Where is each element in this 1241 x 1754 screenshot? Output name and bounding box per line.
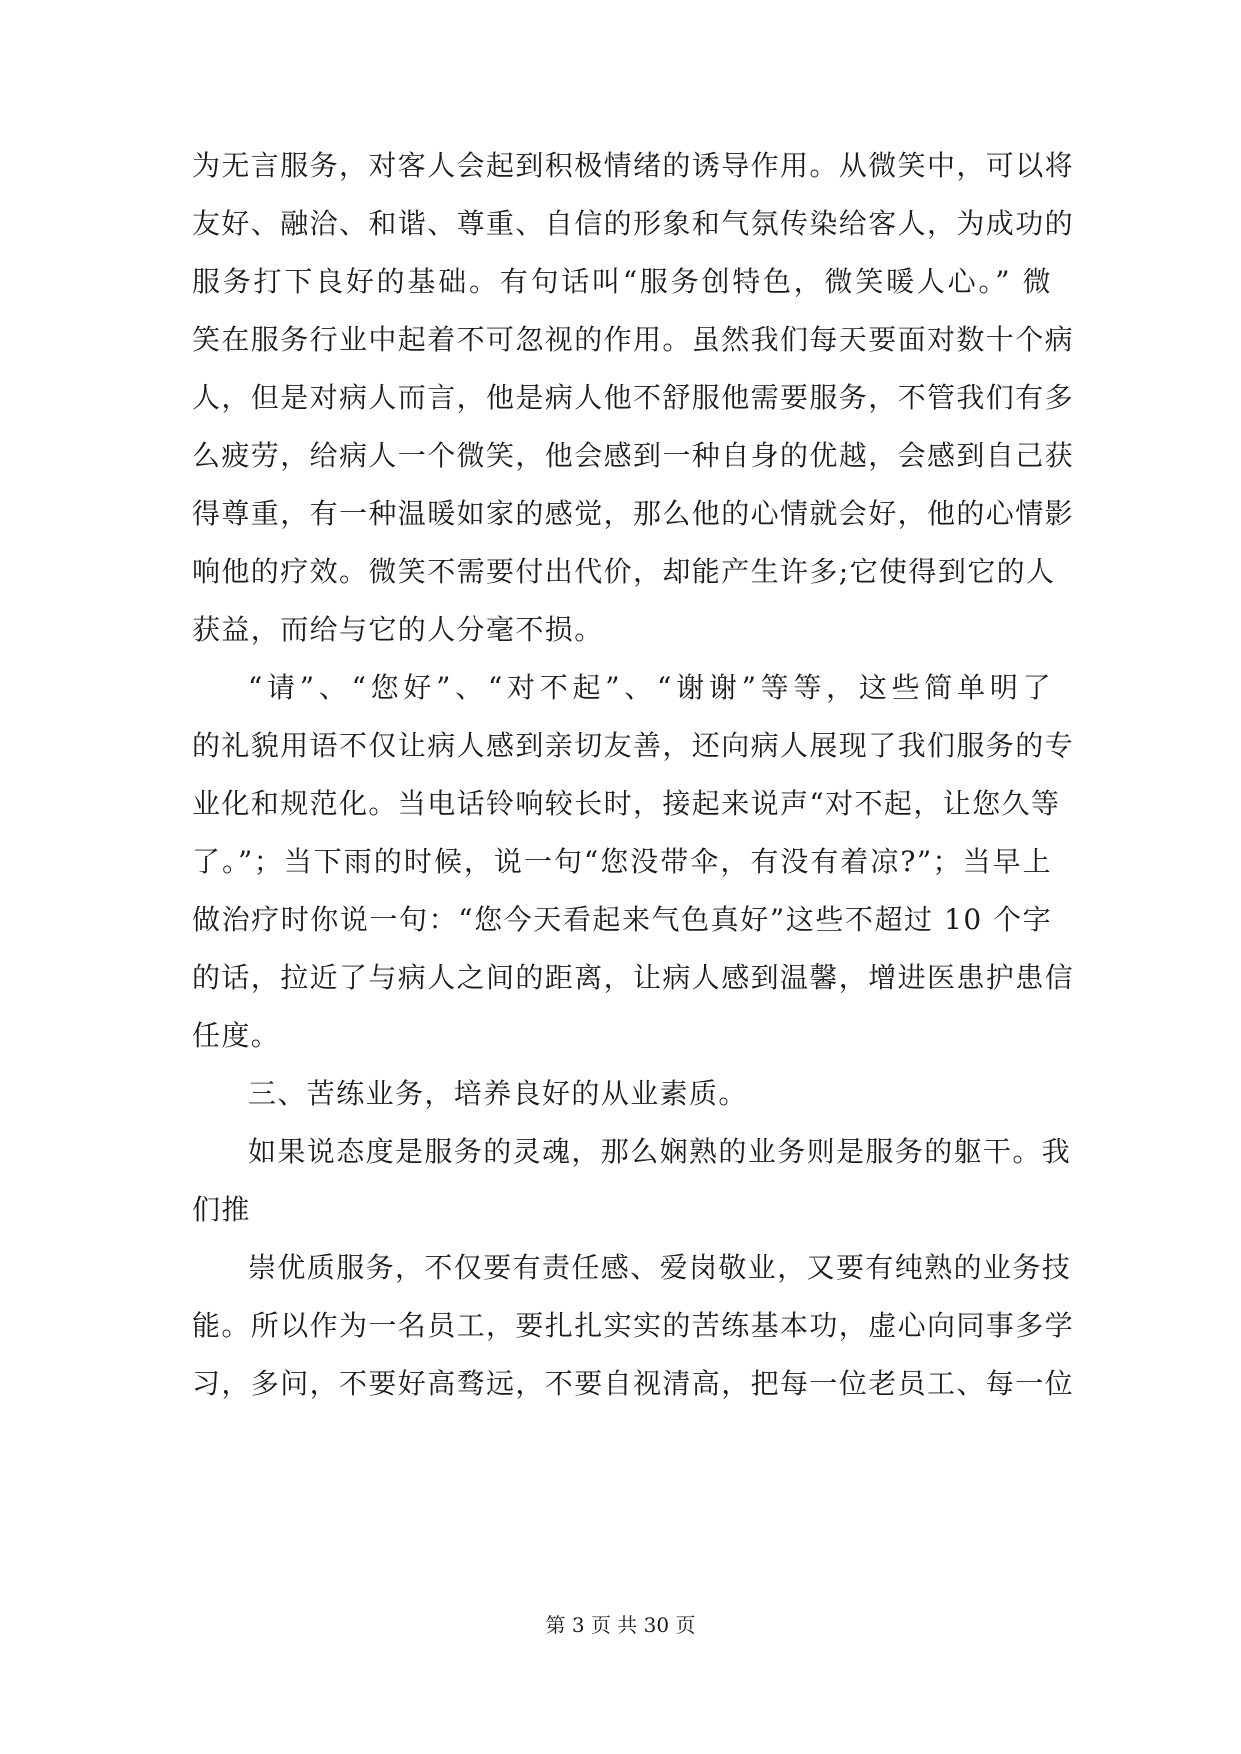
text-line: 人，但是对病人而言，他是病人他不舒服他需要服务，不管我们有多 <box>192 381 1075 414</box>
text-line: 如果说态度是服务的灵魂，那么娴熟的业务则是服务的躯干。我 <box>248 1135 1072 1168</box>
text-line: 业化和规范化。当电话铃响较长时，接起来说声“对不起，让您久等 <box>192 787 1061 820</box>
text-line: 友好、融洽、和谐、尊重、自信的形象和气氛传染给客人，为成功的 <box>192 207 1075 240</box>
text-line: 习，多问，不要好高骛远，不要自视清高，把每一位老员工、每一位 <box>192 1367 1075 1400</box>
page-number-footer: 第 3 页 共 30 页 <box>545 1613 696 1637</box>
text-line: 响他的疗效。微笑不需要付出代价，却能产生许多;它使得到它的人 <box>192 555 1056 588</box>
text-line: 服务打下良好的基础。有句话叫“服务创特色，微笑暖人心。” 微 <box>192 265 1052 298</box>
text-line: 么疲劳，给病人一个微笑，他会感到一种自身的优越，会感到自己获 <box>192 439 1075 472</box>
text-line: 的话，拉近了与病人之间的距离，让病人感到温馨，增进医患护患信 <box>192 961 1075 994</box>
text-line: 了。”；当下雨的时候，说一句“您没带伞，有没有着凉?”；当早上 <box>192 845 1052 878</box>
text-line: 做治疗时你说一句：“您今天看起来气色真好”这些不超过 10 个字 <box>192 903 1052 936</box>
text-line: 们推 <box>192 1193 251 1226</box>
text-line: 得尊重，有一种温暖如家的感觉，那么他的心情就会好，他的心情影 <box>192 497 1075 530</box>
text-line: 崇优质服务，不仅要有责任感、爱岗敬业，又要有纯熟的业务技 <box>248 1251 1072 1284</box>
section-heading: 三、苦练业务，培养良好的从业素质。 <box>248 1077 748 1110</box>
text-line: 任度。 <box>192 1019 281 1052</box>
text-line: 的礼貌用语不仅让病人感到亲切友善，还向病人展现了我们服务的专 <box>192 729 1075 762</box>
text-line: “请”、“您好”、“对不起”、“谢谢”等等，这些简单明了 <box>248 671 1052 704</box>
text-line: 为无言服务，对客人会起到积极情绪的诱导作用。从微笑中，可以将 <box>192 149 1075 182</box>
text-line: 获益，而给与它的人分毫不损。 <box>192 613 604 646</box>
text-line: 能。所以作为一名员工，要扎扎实实的苦练基本功，虚心向同事多学 <box>192 1309 1075 1342</box>
text-line: 笑在服务行业中起着不可忽视的作用。虽然我们每天要面对数十个病 <box>192 323 1075 356</box>
